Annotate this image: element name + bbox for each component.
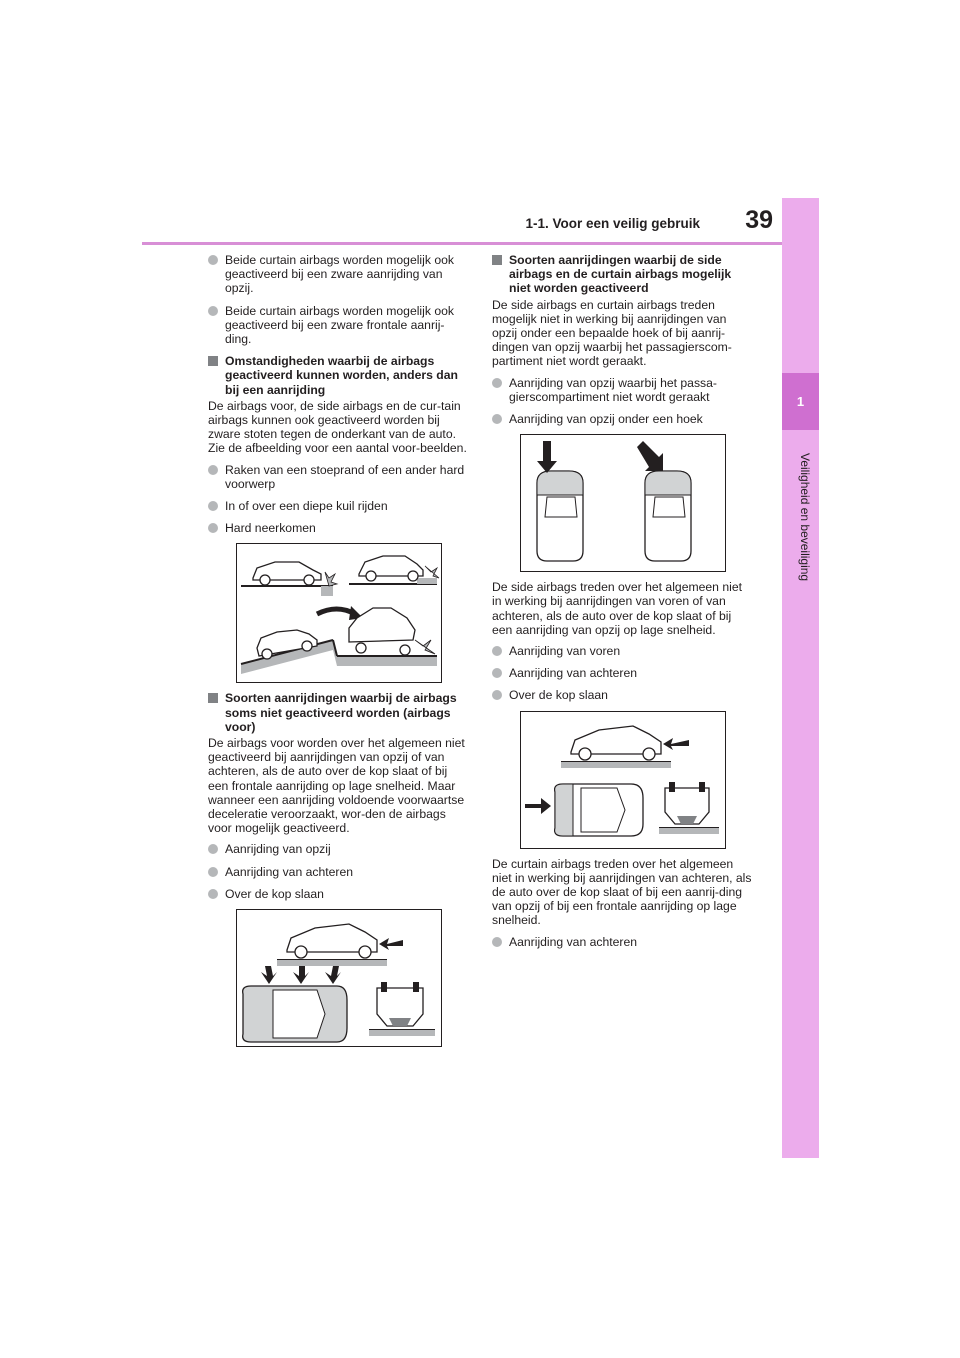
list-item: Raken van een stoeprand of een ander hard voorwerp (208, 463, 470, 491)
bullet-icon (492, 937, 502, 947)
list-item: Over de kop slaan (492, 688, 754, 702)
list-item: Aanrijding van voren (492, 644, 754, 658)
section-heading: Omstandigheden waarbij de airbags geactiveerd kunnen worden, anders dan bij een aanrijding (208, 354, 470, 397)
bullet-icon (492, 668, 502, 678)
list-item: Beide curtain airbags worden mogelijk ook geactiveerd bij een zware aanrijding van opzij. (208, 253, 470, 296)
paragraph: De side airbags treden over het algemeen niet in werking bij aanrijdingen van voren of van achteren, als de auto over de kop slaat of bij een aanrijding van opzij op lage snelheid. (492, 580, 742, 637)
bullet-icon (492, 690, 502, 700)
paragraph: De curtain airbags treden over het algemeen niet in werking bij aanrijdingen van achteren, als de auto over de kop slaat of bij een aanrij-ding van opzij of bij een frontale aanrijding op lage snelheid. (492, 856, 752, 928)
chapter-label: Veiligheid en beveiliging (798, 453, 812, 582)
paragraph: De airbags voor worden over het algemeen niet geactiveerd bij aanrijdingen van opzij of van achteren, als de auto over de kop slaat of bij een frontale aanrijding op lage snelheid. Maar wanneer een aanrijding voldoende voorwaartse deceleratie veroorzaakt, wor-den de airbags voor mogelijk geactiveerd. (208, 736, 465, 836)
left-column (208, 253, 470, 1055)
bullet-icon (492, 646, 502, 656)
list-item: Aanrijding van opzij onder een hoek (492, 412, 754, 426)
list-item: Aanrijding van opzij (208, 842, 470, 856)
header-rule (142, 242, 782, 245)
front-airbag-collision-illustration (236, 909, 442, 1047)
bullet-icon (208, 523, 218, 533)
right-column (492, 253, 754, 957)
bullet-icon (208, 465, 218, 475)
bullet-icon (492, 378, 502, 388)
side-airbag-collision-illustration (520, 711, 726, 849)
bullet-icon (208, 255, 218, 265)
square-bullet-icon (208, 693, 218, 703)
square-bullet-icon (208, 356, 218, 366)
bullet-icon (208, 306, 218, 316)
side-collision-illustration (520, 434, 726, 572)
list-item: Aanrijding van achteren (492, 935, 754, 949)
list-item: Hard neerkomen (208, 521, 470, 535)
undercarriage-impact-illustration (236, 543, 442, 683)
chapter-side-tab[interactable] (782, 198, 819, 1158)
paragraph: De side airbags en curtain airbags treden mogelijk niet in werking bij aanrijdingen van opzij onder een bepaalde hoek of bij aanrij-dingen van opzij waarbij het passagierscom-partiment niet wordt geraakt. (492, 297, 732, 369)
paragraph: De airbags voor, de side airbags en de cur-tain airbags kunnen ook geactiveerd worden bij zware stoten tegen de onderkant van de auto. Zie de afbeelding voor een aantal voor-beelden. (208, 398, 467, 456)
bullet-icon (208, 501, 218, 511)
bullet-icon (208, 867, 218, 877)
section-heading: Soorten aanrijdingen waarbij de airbags soms niet geactiveerd worden (airbags voor) (208, 691, 470, 734)
bullet-icon (208, 889, 218, 899)
list-item: Over de kop slaan (208, 887, 470, 901)
list-item: In of over een diepe kuil rijden (208, 499, 470, 513)
section-heading: Soorten aanrijdingen waarbij de side airbags en de curtain airbags mogelijk niet worden geactiveerd (492, 253, 754, 296)
list-item: Aanrijding van achteren (208, 865, 470, 879)
bullet-icon (492, 414, 502, 424)
bullet-icon (208, 844, 218, 854)
section-title: 1-1. Voor een veilig gebruik (525, 216, 700, 231)
square-bullet-icon (492, 255, 502, 265)
list-item: Beide curtain airbags worden mogelijk ook geactiveerd bij een zware frontale aanrij-ding. (208, 304, 470, 347)
chapter-number: 1 (782, 373, 819, 430)
list-item: Aanrijding van achteren (492, 666, 754, 680)
page-number: 39 (745, 206, 773, 234)
list-item: Aanrijding van opzij waarbij het passa-gierscompartiment niet wordt geraakt (492, 376, 754, 404)
